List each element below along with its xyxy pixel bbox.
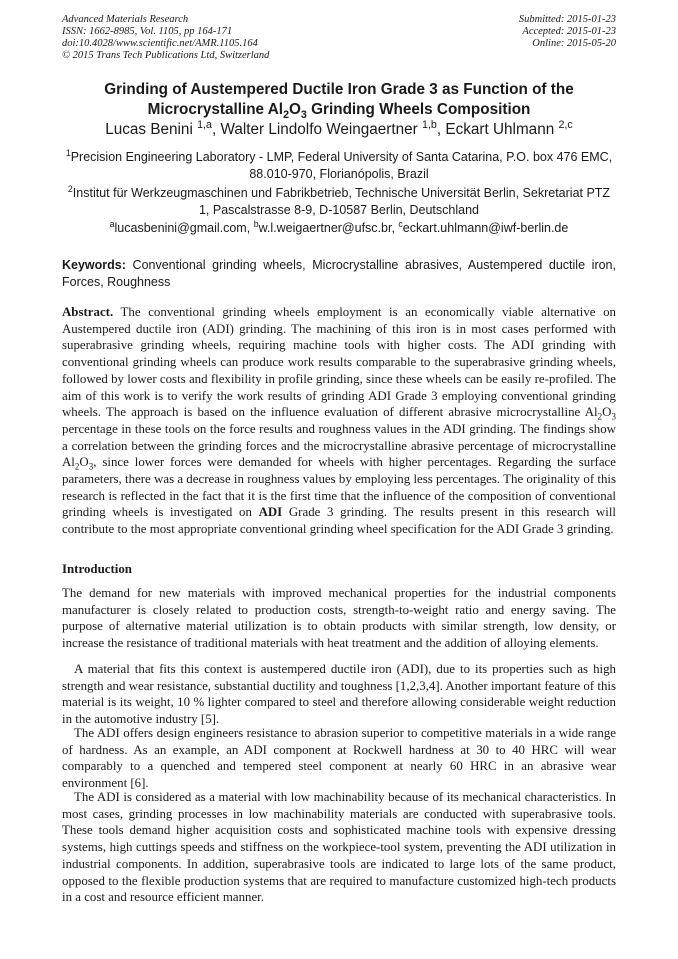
affiliation-number: 2 [67, 183, 73, 194]
affiliation-line: 1, Pascalstrasse 8-9, D-10587 Berlin, Deutschland [198, 203, 479, 217]
author-superscript: 2,c [558, 118, 573, 131]
introduction-heading: Introduction [62, 562, 132, 576]
keywords-text: Conventional grinding wheels, Microcrystalline abrasives, Austempered ductile iron, Forces, Roughness [62, 258, 616, 289]
abstract-text: Grade 3 grinding. The results present in this research will contribute to the most appropriate conventional grinding wheel specification for the ADI Grade 3 grinding. [62, 505, 616, 537]
abstract-bold-term: ADI [258, 505, 283, 520]
abstract-subscript: 3 [88, 461, 94, 472]
author-name: Walter Lindolfo Weingaertner [220, 121, 418, 138]
title-subscript: 2 [283, 109, 290, 122]
abstract-text: O [79, 455, 89, 470]
author-list [40, 118, 638, 139]
header-right [519, 14, 616, 50]
keywords-label: Keywords: [62, 258, 126, 272]
email-superscript: a [109, 218, 115, 229]
email-address: eckart.uhlmann@iwf-berlin.de [402, 221, 569, 235]
abstract-text: O [602, 405, 612, 420]
email-address: lucasbenini@gmail.com [114, 221, 247, 235]
title-line-1: Grinding of Austempered Ductile Iron Grade 3 as Function of the [104, 81, 574, 98]
email-separator: , [246, 221, 254, 235]
email-list [62, 218, 616, 235]
author-superscript: 1,a [197, 118, 212, 131]
header-left [62, 14, 269, 62]
title-subscript: 3 [300, 109, 307, 122]
email-address: w.l.weigaertner@ufsc.br [258, 221, 392, 235]
abstract-text: , since lower forces were demanded for wheels with higher percentages. Regarding the surface parameters, there was a decrease in roughness values by employing less percentages. The originality of this research is reflected in the fact that it is the first time that the influence of the composition of conventional grinding wheels is investigated on [62, 455, 616, 520]
submitted-date: Submitted: 2015-01-23 [518, 14, 616, 25]
issn-line: ISSN: 1662-8985, Vol. 1105, pp 164-171 [62, 26, 233, 37]
keywords [62, 257, 616, 290]
intro-paragraph-2: A material that fits this context is austempered ductile iron (ADI), due to its properties such as high strength and wear resistance, substantial ductility and toughness [1,2,3,4]. Another important feature of this material is its weight, 10 % lighter compared to steel and therefore allowing considerable weight reduction in the automotive industry [5]. [62, 662, 616, 727]
abstract-text: The conventional grinding wheels employment is an economically viable alternative on Austempered ductile iron (ADI) grinding. The machining of this iron is in most cases performed with superabrasive grinding wheels, requiring machine tools with higher costs. The ADI grinding with conventional grinding wheels can produce work results comparable to the superabrasive grinding wheels, followed by lower costs and flexibility in profile grinding, since these wheels can be easily re-profiled. The aim of this work is to verify the work results of grinding ADI Grade 3 employing conventional grinding wheels. The approach is based on the influence evaluation of different abrasive microcrystalline Al [62, 305, 616, 420]
abstract-subscript: 2 [597, 411, 603, 422]
doi-line: doi:10.4028/www.scientific.net/AMR.1105.164 [62, 38, 258, 49]
intro-paragraph-1: The demand for new materials with improved mechanical properties for the industrial components manufacturer is closely related to production costs, strength-to-weight ratio and energy saving. The purpose of alternative material utilization is to obtain products with similar strength, low density, or increase the resistance of traditional materials with heat treatment and the addition of alloying elements. [62, 586, 616, 651]
accepted-date: Accepted: 2015-01-23 [522, 26, 616, 37]
abstract-label: Abstract. [62, 305, 114, 319]
affiliation-line: 88.010-970, Florianópolis, Brazil [249, 167, 429, 181]
abstract [62, 304, 616, 538]
email-superscript: b [253, 218, 259, 229]
affiliation-text: Institut für Werkzeugmaschinen und Fabrikbetrieb, Technische Universität Berlin, Sekretariat PTZ [72, 186, 611, 200]
title-text: Microcrystalline Al [147, 101, 284, 118]
author-superscript: 1,b [422, 118, 437, 131]
author-separator: , [211, 121, 221, 138]
intro-paragraph-4: The ADI is considered as a material with low machinability because of its mechanical characteristics. In most cases, grinding processes in low machinability materials are conducted with superabrasive tools. These tools demand higher acquisition costs and sophisticated machine tools with expensive dressing systems, high cuttings speeds and stiffness on the workpiece-tool system, preventing the ADI utilization in industrial components. In addition, superabrasive tools are indicated to large lots of the same product, opposed to the flexible production systems that are required to manufacture customized high-tech products in a cost and resource efficient manner. [62, 790, 616, 905]
abstract-text: percentage in these tools on the force results and roughness values in the ADI grinding. The findings show a correlation between the grinding forces and the microcrystalline abrasive percentage of microcrystalline Al [62, 421, 616, 470]
intro-paragraph-3: The ADI offers design engineers resistance to abrasion superior to competitive materials in a wide range of hardness. As an example, an ADI component at Rockwell hardness at 30 to 40 HRC will wear comparably to a quenched and tempered steel component at nearly 60 HRC in an abrasive wear environment [6]. [62, 726, 616, 791]
title-text: Grinding Wheels Composition [306, 101, 531, 118]
abstract-subscript: 2 [74, 461, 80, 472]
online-date: Online: 2015-05-20 [532, 38, 616, 49]
affiliation-text: Precision Engineering Laboratory - LMP, Federal University of Santa Catarina, P.O. box 476 EMC, [70, 150, 613, 164]
affiliation-line [62, 149, 616, 166]
title-line-2 [40, 100, 638, 120]
affiliation-number: 1 [65, 147, 71, 158]
email-superscript: c [398, 218, 403, 229]
author-name: Eckart Uhlmann [445, 121, 555, 138]
author-name: Lucas Benini [105, 121, 193, 138]
affiliation-2 [62, 185, 616, 219]
paper-title [40, 80, 638, 120]
author-separator: , [436, 121, 446, 138]
copyright-line: © 2015 Trans Tech Publications Ltd, Switzerland [62, 50, 270, 61]
email-separator: , [391, 221, 399, 235]
affiliation-1 [62, 149, 616, 183]
journal-name: Advanced Materials Research [62, 14, 189, 25]
title-text: O [289, 101, 301, 118]
abstract-subscript: 3 [611, 411, 616, 422]
affiliation-line [62, 185, 616, 202]
